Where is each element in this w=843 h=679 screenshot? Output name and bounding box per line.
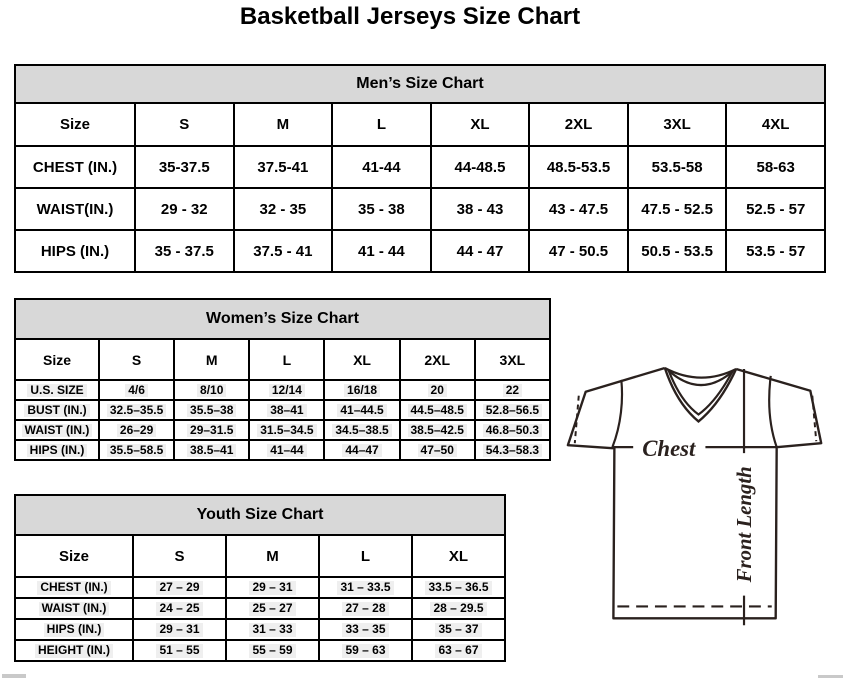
size-value-cell: 41–44.5 (324, 400, 399, 420)
column-header: 2XL (400, 339, 475, 380)
size-value-cell: 44–47 (324, 440, 399, 460)
size-value-cell: 32 - 35 (234, 188, 333, 230)
column-header: XL (324, 339, 399, 380)
size-value-cell: 55 – 59 (226, 640, 319, 661)
front-length-label: Front Length (732, 466, 756, 583)
column-header: 3XL (628, 103, 727, 146)
size-value-cell: 12/14 (249, 380, 324, 400)
size-value-cell: 31.5–34.5 (249, 420, 324, 440)
size-value-cell: 48.5-53.5 (529, 146, 628, 188)
size-value-cell: 31 – 33.5 (319, 577, 412, 598)
table-row (15, 420, 550, 440)
row-label: BUST (IN.) (15, 400, 99, 420)
table-row (15, 380, 550, 400)
row-label: HIPS (IN.) (15, 230, 135, 272)
table-row (15, 640, 505, 661)
size-value-cell: 24 – 25 (133, 598, 226, 619)
size-value-cell: 44 - 47 (431, 230, 530, 272)
column-header: M (226, 535, 319, 577)
column-header: L (332, 103, 431, 146)
size-value-cell: 35 - 37.5 (135, 230, 234, 272)
size-value-cell: 27 – 28 (319, 598, 412, 619)
size-value-cell: 35-37.5 (135, 146, 234, 188)
size-value-cell: 35.5–58.5 (99, 440, 174, 460)
table-row (15, 577, 505, 598)
size-value-cell: 34.5–38.5 (324, 420, 399, 440)
size-value-cell: 33.5 – 36.5 (412, 577, 505, 598)
size-value-cell: 63 – 67 (412, 640, 505, 661)
size-value-cell: 32.5–35.5 (99, 400, 174, 420)
size-value-cell: 53.5 - 57 (726, 230, 825, 272)
page-title: Basketball Jerseys Size Chart (239, 3, 581, 30)
size-value-cell: 8/10 (174, 380, 249, 400)
size-value-cell: 51 – 55 (133, 640, 226, 661)
size-value-cell: 35 – 37 (412, 619, 505, 640)
row-label: CHEST (IN.) (15, 146, 135, 188)
size-value-cell: 4/6 (99, 380, 174, 400)
chest-label: Chest (642, 436, 696, 462)
row-label: WAIST (IN.) (15, 598, 133, 619)
cutoff-element-bottom-left (2, 674, 26, 678)
size-column-header: Size (15, 535, 133, 577)
column-header: S (133, 535, 226, 577)
size-value-cell: 37.5-41 (234, 146, 333, 188)
size-value-cell: 47.5 - 52.5 (628, 188, 727, 230)
size-value-cell: 52.5 - 57 (726, 188, 825, 230)
size-value-cell: 22 (475, 380, 550, 400)
column-header: M (174, 339, 249, 380)
size-value-cell: 53.5-58 (628, 146, 727, 188)
size-value-cell: 29 – 31 (133, 619, 226, 640)
size-value-cell: 41–44 (249, 440, 324, 460)
size-value-cell: 27 – 29 (133, 577, 226, 598)
table-title: Women’s Size Chart (15, 299, 550, 339)
column-header: L (249, 339, 324, 380)
size-value-cell: 58-63 (726, 146, 825, 188)
size-value-cell: 47 - 50.5 (529, 230, 628, 272)
row-label: WAIST (IN.) (15, 420, 99, 440)
size-value-cell: 31 – 33 (226, 619, 319, 640)
row-label: CHEST (IN.) (15, 577, 133, 598)
table-title: Men’s Size Chart (15, 65, 825, 103)
size-value-cell: 29 - 32 (135, 188, 234, 230)
column-header: 4XL (726, 103, 825, 146)
cutoff-element-bottom-right (818, 675, 843, 678)
table-row (15, 146, 825, 188)
size-value-cell: 35 - 38 (332, 188, 431, 230)
size-value-cell: 52.8–56.5 (475, 400, 550, 420)
size-value-cell: 41 - 44 (332, 230, 431, 272)
size-value-cell: 38–41 (249, 400, 324, 420)
row-label: WAIST(IN.) (15, 188, 135, 230)
youth-size-chart-table (14, 494, 506, 662)
mens-size-chart-table (14, 64, 826, 273)
row-label: U.S. SIZE (15, 380, 99, 400)
size-value-cell: 37.5 - 41 (234, 230, 333, 272)
size-value-cell: 16/18 (324, 380, 399, 400)
size-column-header: Size (15, 103, 135, 146)
right-sleeve-seam (769, 376, 776, 447)
column-header: S (99, 339, 174, 380)
size-value-cell: 41-44 (332, 146, 431, 188)
size-value-cell: 29 – 31 (226, 577, 319, 598)
womens-size-chart-table (14, 298, 551, 461)
column-header: XL (431, 103, 530, 146)
size-value-cell: 25 – 27 (226, 598, 319, 619)
column-header: 3XL (475, 339, 550, 380)
row-label: HEIGHT (IN.) (15, 640, 133, 661)
column-header: 2XL (529, 103, 628, 146)
jersey-measurement-diagram (556, 360, 841, 657)
size-column-header: Size (15, 339, 99, 380)
size-value-cell: 26–29 (99, 420, 174, 440)
size-value-cell: 33 – 35 (319, 619, 412, 640)
table-row (15, 619, 505, 640)
column-header: XL (412, 535, 505, 577)
table-row (15, 230, 825, 272)
size-value-cell: 20 (400, 380, 475, 400)
size-value-cell: 46.8–50.3 (475, 420, 550, 440)
size-value-cell: 44-48.5 (431, 146, 530, 188)
table-row (15, 188, 825, 230)
size-value-cell: 43 - 47.5 (529, 188, 628, 230)
size-value-cell: 50.5 - 53.5 (628, 230, 727, 272)
size-value-cell: 38 - 43 (431, 188, 530, 230)
table-row (15, 598, 505, 619)
table-row (15, 400, 550, 420)
left-sleeve-seam (612, 380, 622, 447)
size-value-cell: 28 – 29.5 (412, 598, 505, 619)
size-value-cell: 38.5–41 (174, 440, 249, 460)
table-title: Youth Size Chart (15, 495, 505, 535)
size-value-cell: 59 – 63 (319, 640, 412, 661)
size-value-cell: 35.5–38 (174, 400, 249, 420)
size-value-cell: 29–31.5 (174, 420, 249, 440)
size-value-cell: 44.5–48.5 (400, 400, 475, 420)
column-header: S (135, 103, 234, 146)
row-label: HIPS (IN.) (15, 440, 99, 460)
table-row (15, 440, 550, 460)
column-header: L (319, 535, 412, 577)
size-value-cell: 38.5–42.5 (400, 420, 475, 440)
row-label: HIPS (IN.) (15, 619, 133, 640)
column-header: M (234, 103, 333, 146)
jersey-outline (568, 368, 821, 618)
size-value-cell: 54.3–58.3 (475, 440, 550, 460)
size-value-cell: 47–50 (400, 440, 475, 460)
